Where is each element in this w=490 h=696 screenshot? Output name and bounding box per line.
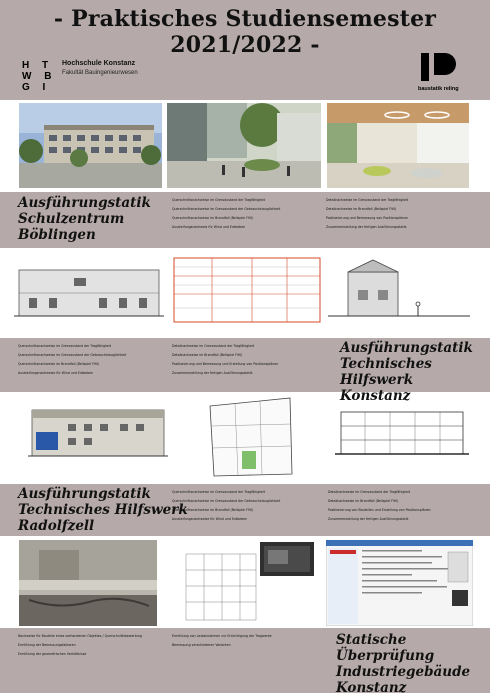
htwg-logo-row-1: H T [22, 60, 54, 71]
section-4-title-line-1: Statische Überprüfung [336, 632, 435, 664]
list-item: Querschnittsnachweise im Grenzzustand der Gebrauchstauglichkeit [18, 353, 127, 357]
section-4-title [336, 632, 490, 696]
section-4-title-line-3: Konstanz [336, 680, 407, 696]
elevation-drawing [14, 258, 164, 328]
list-item: Aussteifungsnachweis für Wind und Erdbeben [172, 225, 246, 229]
list-item: Querschnittsnachweise im Grenzzustand der Tragfähigkeit [18, 344, 112, 348]
list-item: Querschnittsnachweise im Brandfall (Beilspiel F90) [172, 216, 254, 220]
list-item: Aussteifungsnachweise für Wind und Erdbeben [172, 517, 248, 521]
rendering-courtyard [167, 103, 321, 188]
drawing-elevation-2 [28, 404, 168, 468]
drawing-elevation-1 [14, 258, 164, 328]
list-item: Detailnachweise im Brandfall (Beilspiel F90) [172, 353, 243, 357]
section-4-bullets-col1 [18, 632, 142, 659]
list-item: Positionierung und Bemessung und Erstellung von Positionsplänen [172, 362, 279, 366]
interior-image [327, 103, 469, 188]
list-item: Zusammenstellung der fertigen Ausführungsstatik [326, 225, 407, 229]
thw-floorplan-drawing [200, 396, 300, 480]
section-2-title-line-2: Technisches Hilfswerk [340, 356, 432, 388]
list-item: Querschnittsnachweise im Brandfall (Beilspiel F90) [172, 508, 254, 512]
section-1-bullets-col1 [172, 196, 280, 232]
courtyard-image [167, 103, 321, 188]
floorplan-red-drawing [172, 254, 322, 326]
section-3-title [18, 486, 188, 534]
list-item: Ermittlung der Bemessungsfaktoren [18, 643, 76, 647]
faculty-name: Fakultät Bauingenieurwesen [62, 70, 138, 76]
section-3-title-line-2: Technisches Hilfswerk [18, 502, 188, 518]
section-3-bullets-col2 [328, 488, 431, 524]
house-section-drawing [328, 256, 470, 326]
drawing-floorplan-2 [200, 396, 300, 480]
list-item: Querschnittsnachweise im Grenzzustand der Gebrauchstauglichkeit [172, 207, 281, 211]
list-item: Positionierung und Bemessung von Positionsplänen [326, 216, 409, 220]
section-2-title [340, 340, 490, 404]
list-item: Querschnittsnachweise im Grenzzustand der Tragfähigkeit [172, 198, 266, 202]
section-2-bullets-col1 [18, 342, 126, 378]
htwg-logo-row-2: W B [22, 71, 57, 82]
list-item: Zusammenstellung der fertigen Ausführungsstatik [172, 371, 253, 375]
brand-logo-text: baustatik reling [418, 86, 459, 92]
section-3-title-line-3: Radolfzell [18, 518, 95, 534]
htwg-logo [22, 60, 56, 93]
drawing-floorplan-red-1 [172, 254, 322, 326]
list-item: Aussteifungsnachweise für Wind und Erdbeben [18, 371, 94, 375]
section-1-title-line-2: Schulzentrum [18, 211, 125, 227]
section-1-bullets-col2 [326, 196, 408, 232]
section-3-title-line-1: Ausführungstatik [18, 486, 151, 502]
list-item: Querschnittsnachweise im Grenzzustand der Gebrauchstauglichkeit [172, 499, 281, 503]
thw-section-drawing [335, 404, 469, 464]
rendering-interior [327, 103, 469, 188]
section-2-bullets-col2 [172, 342, 278, 378]
thw-elevation-drawing [28, 404, 168, 468]
list-item: Nachweise für Bauteile eines vorhandenen Objektes / Querschnittsbewertung [18, 634, 143, 638]
section-2-title-line-1: Ausführungstatik [340, 340, 473, 356]
page-title: - Praktisches Studiensemester 2021/2022 - [53, 6, 437, 58]
section-1-title-line-1: Ausführungstatik [18, 195, 151, 211]
drawing-section-2 [335, 404, 469, 464]
brand-logo [418, 50, 468, 94]
section-2-title-line-3: Konstanz [340, 388, 411, 404]
list-item: Detailnachweise im Grenzzustand der Tragfähigkeit [328, 490, 411, 494]
list-item: Ermittlung von Lastannahmen zur Ertüchtigung der Tragwerke [172, 634, 272, 638]
list-item: Zusammenstellung der fertigen Ausführungsstatik [328, 517, 409, 521]
list-item: Ermittlung der geometrischen Verhältnisse [18, 652, 87, 656]
concrete-photo [19, 540, 157, 626]
photo-concrete-damage [19, 540, 157, 626]
list-item: Querschnittsnachweise im Brandfall (Beilspiel F90) [18, 362, 100, 366]
section-3-bullets-col1 [172, 488, 280, 524]
school-name: Hochschule Konstanz [62, 60, 136, 67]
section-4-bullets-col2 [172, 632, 272, 650]
industrial-plan-drawing [176, 540, 316, 626]
drawing-plan-3 [176, 540, 316, 626]
section-4-title-line-2: Industriegebäude [336, 664, 471, 680]
drawing-house-section-1 [328, 256, 470, 326]
software-calc-image [326, 540, 473, 626]
list-item: Detailnachweise im Brandfall (Beilspiel F90) [328, 499, 399, 503]
list-item: Positionierung von Bauteilen und Erstellung von Positionsplänen [328, 508, 431, 512]
school-exterior-image [19, 103, 162, 188]
section-1-title-line-3: Böblingen [18, 227, 96, 243]
screenshot-software-calc [326, 540, 473, 626]
section-1-title [18, 195, 151, 243]
list-item: Detailnachweise im Grenzzustand der Tragfähigkeit [326, 198, 409, 202]
list-item: Detailnachweise im Grenzzustand der Tragfähigkeit [172, 344, 255, 348]
list-item: Detailnachweise im Brandfall (Beilspiel F90) [326, 207, 397, 211]
rendering-school-exterior [19, 103, 162, 188]
htwg-logo-row-3: G I [22, 82, 51, 93]
list-item: Querschnittsnachweise im Grenzzustand der Tragfähigkeit [172, 490, 266, 494]
list-item: Bemessung verschiedener Varianten [172, 643, 231, 647]
